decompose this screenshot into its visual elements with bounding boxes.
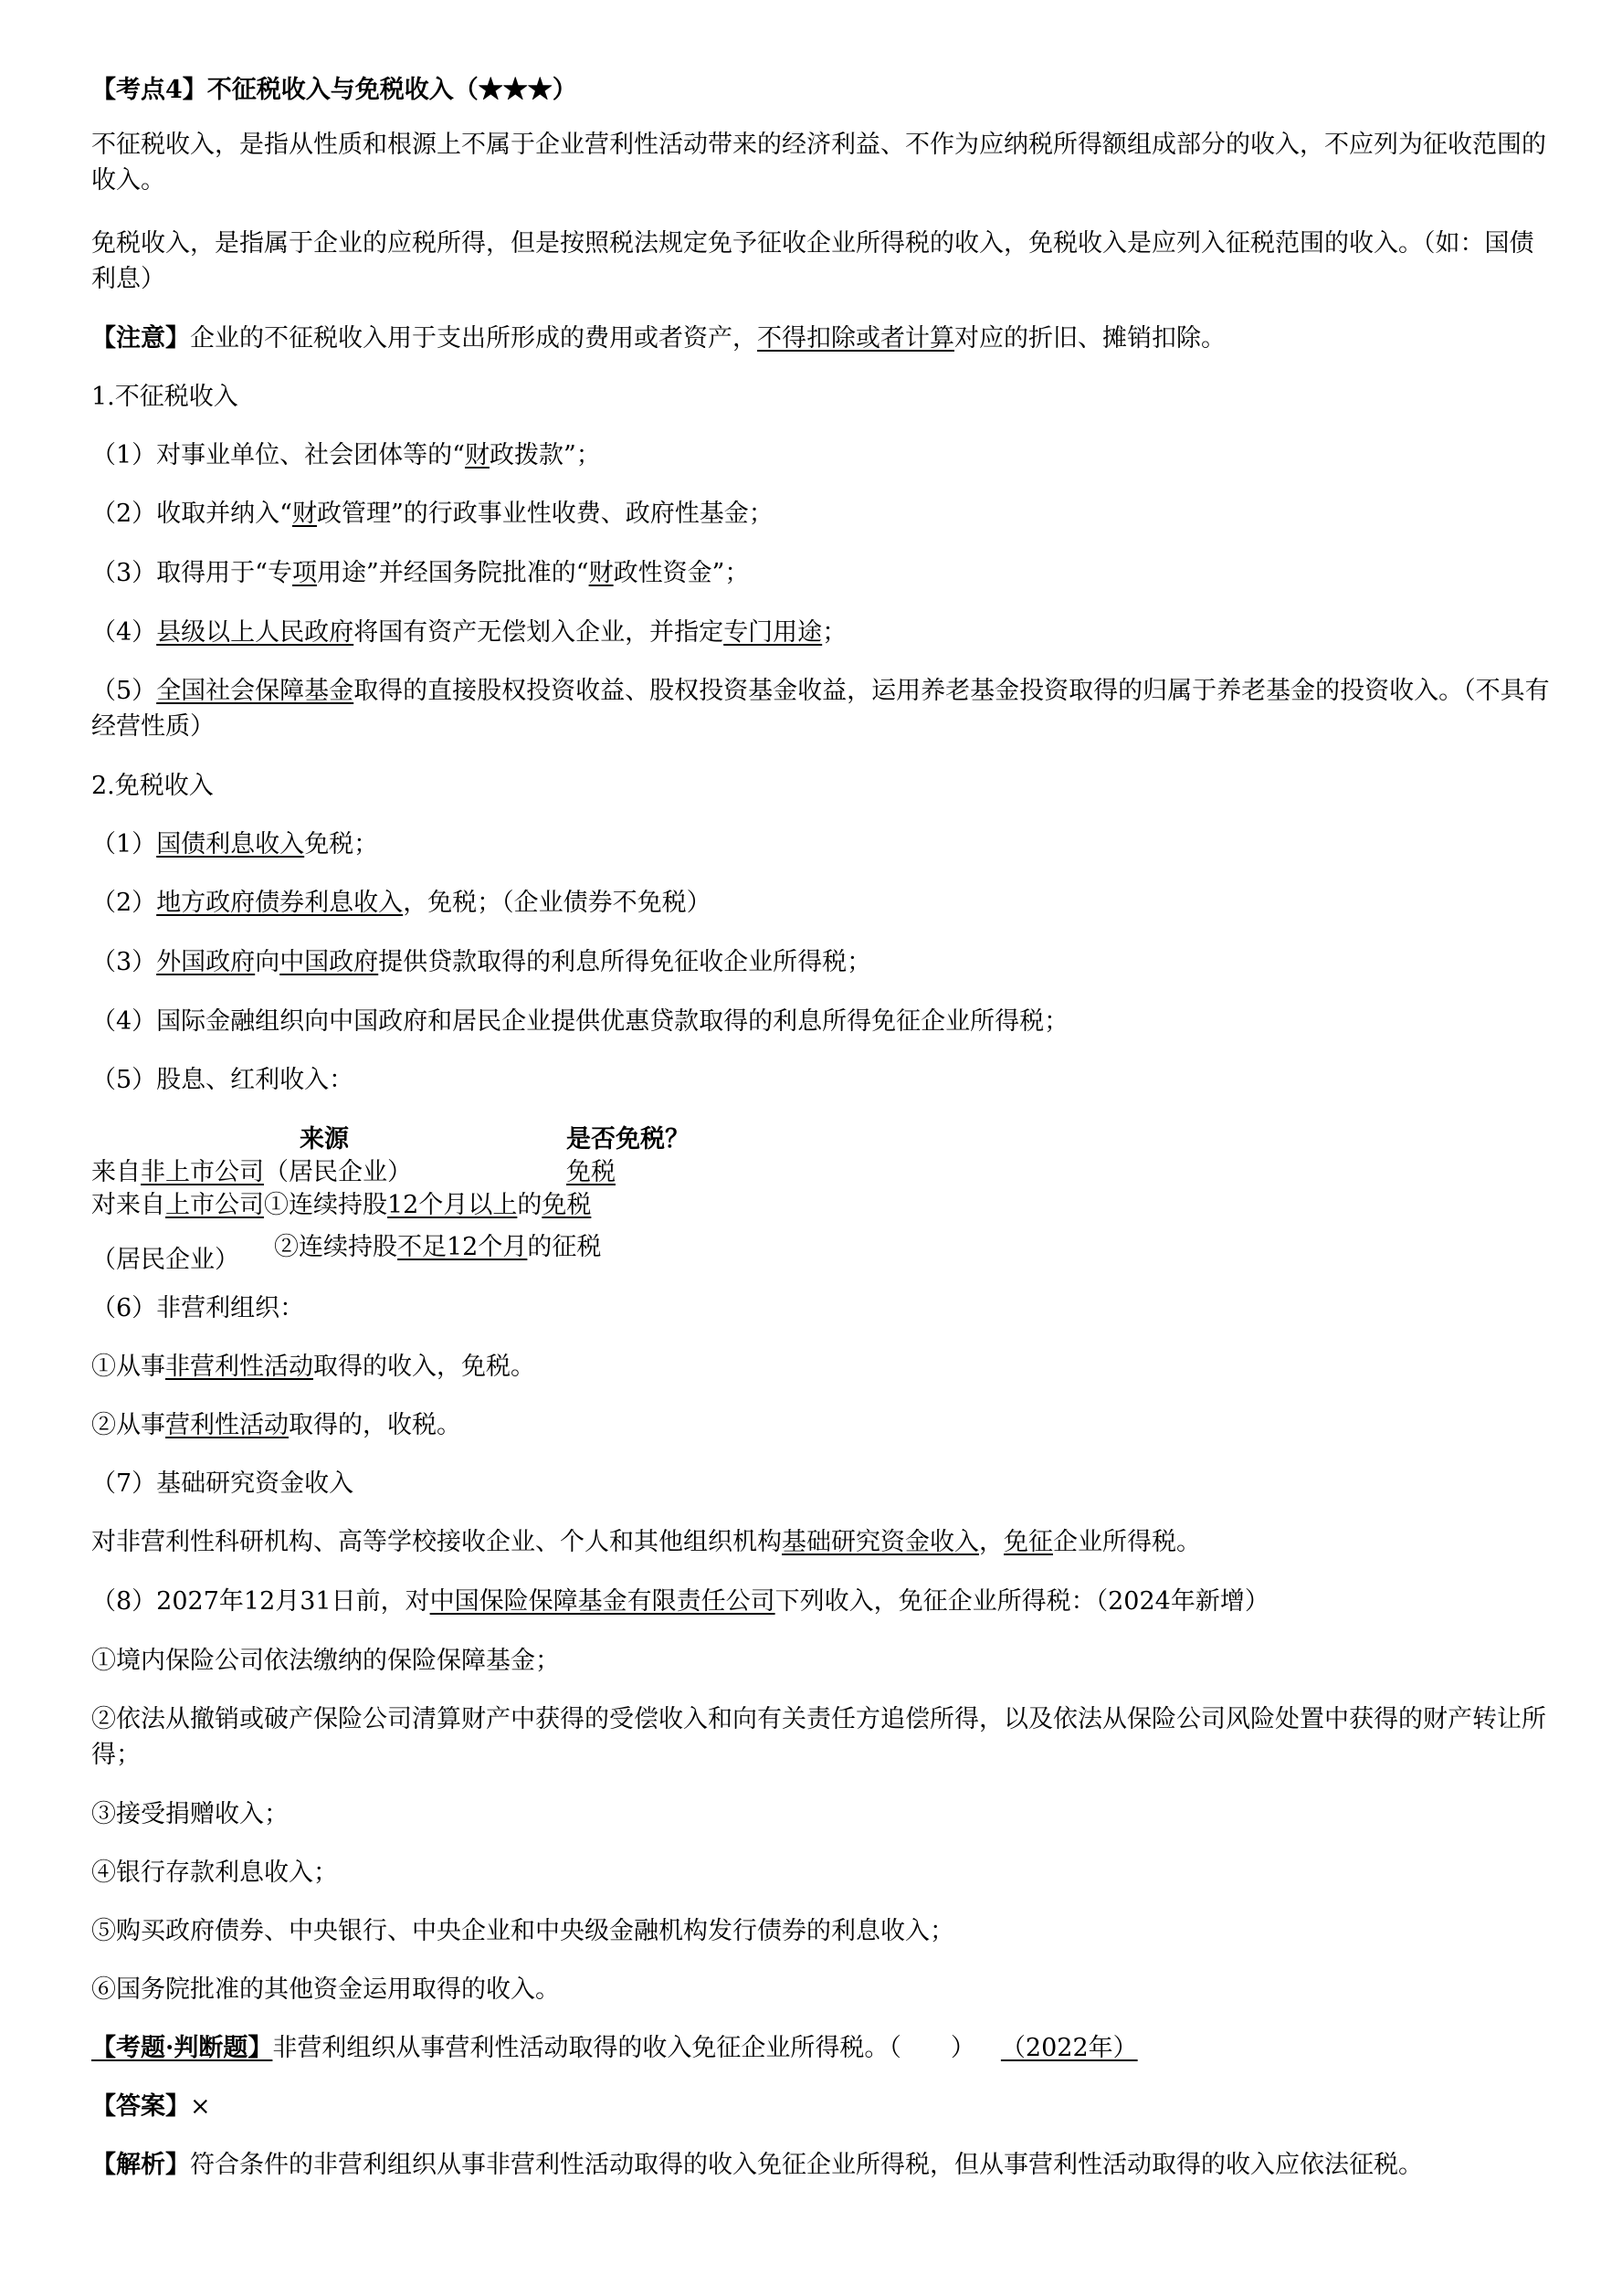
analysis-line <box>91 2148 1423 2184</box>
list-item: （2）收取并纳入“财政管理”的行政事业性收费、政府性基金； <box>91 500 774 528</box>
table-row: 来自非上市公司（居民企业） <box>91 1158 412 1186</box>
note-paragraph: 【注意】企业的不征税收入用于支出所形成的费用或者资产，不得扣除或者计算对应的折旧、摊销扣除。 <box>91 324 1226 353</box>
list-item: ②依法从撤销或破产保险公司清算财产中获得的受偿收入和向有关责任方追偿所得，以及依法从保险公司风险处置中获得的财产转让所得； <box>91 1705 1546 1769</box>
exam-year: （2022年） <box>1000 2034 1138 2062</box>
paragraph-non-taxable-definition: 不征税收入，是指从性质和根源上不属于企业营利性活动带来的经济利益、不作为应纳税所得额组成部分的收入，不应列为征收范围的收入。 <box>91 131 1546 195</box>
note-label: 【注意】 <box>91 324 190 353</box>
exam-label: 【考题·判断题】 <box>91 2034 273 2062</box>
list-item: ②从事营利性活动取得的，收税。 <box>91 1411 461 1439</box>
list-item: ③接受捐赠收入； <box>91 1800 289 1828</box>
heading-non-taxable: 1.不征税收入 <box>91 383 238 411</box>
answer-label: 【答案】 <box>91 2092 190 2121</box>
table-cell: 免税 <box>566 1158 616 1186</box>
list-item: （4）国际金融组织向中国政府和居民企业提供优惠贷款取得的利息所得免征企业所得税； <box>91 1007 1069 1036</box>
list-item: ⑤购买政府债券、中央银行、中央企业和中央级金融机构发行债券的利息收入； <box>91 1917 954 1945</box>
list-item: （5）股息、红利收入： <box>91 1066 354 1094</box>
list-item: （3）取得用于“专项用途”并经国务院批准的“财政性资金”； <box>91 559 750 587</box>
list-item: 对非营利性科研机构、高等学校接收企业、个人和其他组织机构基础研究资金收入，免征企业所得税。 <box>91 1528 1201 1556</box>
list-item: ①境内保险公司依法缴纳的保险保障基金； <box>91 1647 560 1675</box>
list-item: （7）基础研究资金收入 <box>91 1469 354 1498</box>
list-item: （1）对事业单位、社会团体等的“财政拨款”； <box>91 441 601 469</box>
list-item: （8）2027年12月31日前，对中国保险保障基金有限责任公司下列收入，免征企业所得税：（2024年新增） <box>91 1587 1269 1616</box>
list-item: （1）国债利息收入免税； <box>91 830 379 858</box>
answer-value: × <box>190 2092 211 2121</box>
answer-line <box>91 2090 211 2125</box>
table-header-source: 来源 <box>300 1125 349 1153</box>
list-item: （6）非营利组织： <box>91 1294 305 1322</box>
table-row: ②连续持股不足12个月的征税 <box>274 1233 602 1261</box>
list-item: ④银行存款利息收入； <box>91 1859 338 1887</box>
table-row: 对来自上市公司①连续持股12个月以上的免税 <box>91 1191 592 1219</box>
note-underline: 不得扣除或者计算 <box>757 324 954 353</box>
heading-exempt: 2.免税收入 <box>91 772 214 800</box>
analysis-label: 【解析】 <box>91 2151 190 2179</box>
list-item: （4）县级以上人民政府将国有资产无偿划入企业，并指定专门用途； <box>91 618 848 647</box>
list-item: （5）全国社会保障基金取得的直接股权投资收益、股权投资基金收益，运用养老基金投资取得的归属于养老基金的投资收入。（不具有经营性质） <box>91 677 1550 741</box>
exam-question: 【考题·判断题】非营利组织从事营利性活动取得的收入免征企业所得税。（ ） （2022年） <box>91 2034 1138 2062</box>
table-cell: （居民企业） <box>91 1246 239 1274</box>
table-header-exempt: 是否免税？ <box>566 1125 690 1153</box>
section-title: 【考点4】不征税收入与免税收入（★★★） <box>91 76 577 104</box>
list-item: （3）外国政府向中国政府提供贷款取得的利息所得免征收企业所得税； <box>91 948 872 976</box>
paragraph-exempt-definition: 免税收入，是指属于企业的应税所得，但是按照税法规定免予征收企业所得税的收入，免税收入是应列入征税范围的收入。（如：国债利息） <box>91 229 1534 293</box>
analysis-text: 符合条件的非营利组织从事非营利性活动取得的收入免征企业所得税，但从事营利性活动取得的收入应依法征税。 <box>190 2151 1423 2179</box>
list-item: （2）地方政府债券利息收入，免税；（企业债券不免税） <box>91 889 711 917</box>
list-item: ⑥国务院批准的其他资金运用取得的收入。 <box>91 1975 560 2004</box>
list-item: ①从事非营利性活动取得的收入，免税。 <box>91 1353 535 1381</box>
